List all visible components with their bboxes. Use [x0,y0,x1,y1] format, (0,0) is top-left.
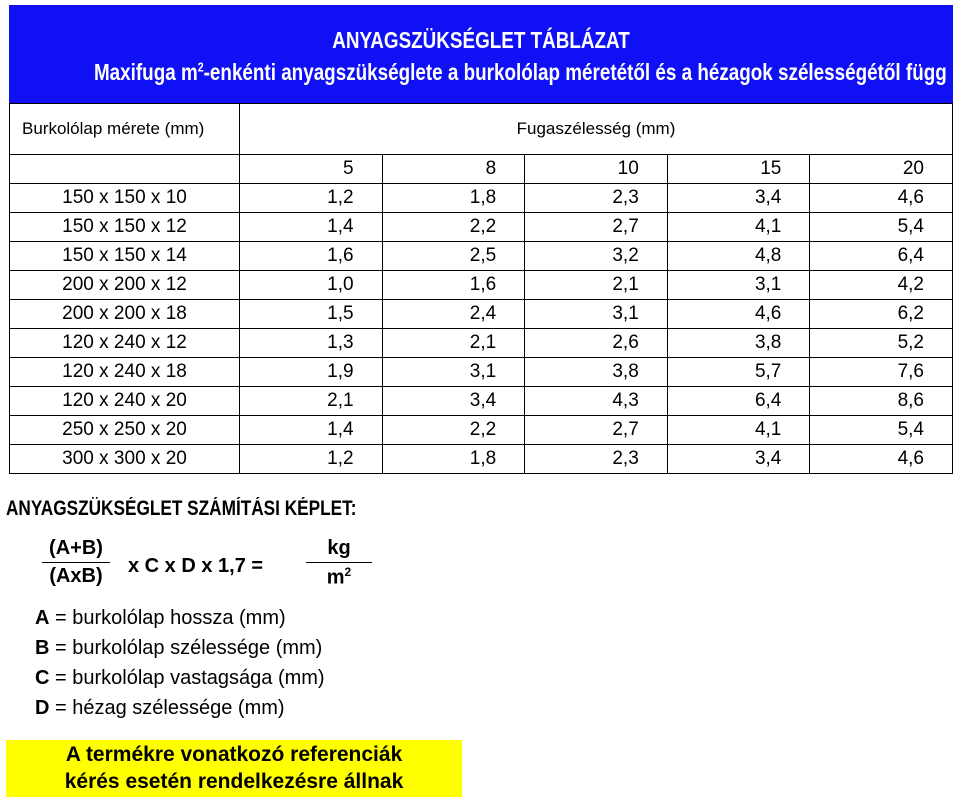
size-column-header: Burkolólap mérete (mm) [10,104,240,155]
consumption-value-cell: 2,4 [382,300,525,329]
formula-denominator: (AxB) [49,565,103,587]
consumption-value-cell: 1,4 [240,416,383,445]
consumption-value-cell: 2,3 [525,445,668,474]
table-row [10,242,953,271]
consumption-value-cell: 3,4 [667,445,810,474]
consumption-value-cell: 2,1 [240,387,383,416]
notice-line: A termékre vonatkozó referenciák [65,743,403,766]
consumption-value-cell: 4,6 [667,300,810,329]
consumption-value-cell: 4,6 [810,445,953,474]
consumption-value-cell: 4,2 [810,271,953,300]
consumption-value-cell: 1,0 [240,271,383,300]
tile-size-cell: 250 x 250 x 20 [10,416,240,445]
consumption-value-cell: 1,8 [382,445,525,474]
fraction-bar [306,562,372,563]
formula-multiplier: x C x D x 1,7 = [128,555,264,577]
consumption-value-cell: 1,2 [240,445,383,474]
table-row [10,358,953,387]
joint-width-cell: 15 [667,155,810,184]
consumption-value-cell: 3,4 [382,387,525,416]
table-row [10,184,953,213]
notice-line: kérés esetén rendelkezésre állnak [64,770,404,793]
tile-size-cell: 150 x 150 x 14 [10,242,240,271]
consumption-value-cell: 1,4 [240,213,383,242]
consumption-value-cell: 1,3 [240,329,383,358]
consumption-value-cell: 1,5 [240,300,383,329]
consumption-value-cell: 3,4 [667,184,810,213]
consumption-value-cell: 6,2 [810,300,953,329]
formula-title: ANYAGSZÜKSÉGLET SZÁMÍTÁSI KÉPLET: [6,497,357,520]
legend-item: B = burkolólap szélessége (mm) [35,637,323,659]
consumption-value-cell: 1,6 [382,271,525,300]
consumption-value-cell: 1,8 [382,184,525,213]
table-row [10,329,953,358]
tile-size-cell: 120 x 240 x 18 [10,358,240,387]
legend-item: A = burkolólap hossza (mm) [35,607,286,629]
table-header-row [10,104,953,155]
tile-size-cell: 200 x 200 x 12 [10,271,240,300]
consumption-value-cell: 2,7 [525,213,668,242]
consumption-value-cell: 2,3 [525,184,668,213]
consumption-value-cell: 2,7 [525,416,668,445]
table-row [10,416,953,445]
consumption-value-cell: 2,1 [525,271,668,300]
legend-item: C = burkolólap vastagsága (mm) [35,667,325,689]
consumption-value-cell: 3,8 [667,329,810,358]
reference-notice [6,740,462,797]
title-banner [9,5,953,103]
consumption-value-cell: 3,1 [382,358,525,387]
joint-width-cell: 20 [810,155,953,184]
consumption-value-cell: 5,7 [667,358,810,387]
consumption-value-cell: 2,6 [525,329,668,358]
consumption-value-cell: 1,2 [240,184,383,213]
tile-size-cell: 120 x 240 x 20 [10,387,240,416]
consumption-value-cell: 4,6 [810,184,953,213]
formula-legend [35,603,325,723]
consumption-value-cell: 2,2 [382,213,525,242]
consumption-value-cell: 1,9 [240,358,383,387]
consumption-value-cell: 8,6 [810,387,953,416]
tile-size-cell: 150 x 150 x 12 [10,213,240,242]
unit-denominator: $m^2$ [326,565,352,589]
formula-numerator: (A+B) [49,537,103,559]
consumption-value-cell: 4,1 [667,416,810,445]
consumption-value-cell: 3,2 [525,242,668,271]
formula-fraction [42,537,110,588]
consumption-value-cell: 2,5 [382,242,525,271]
consumption-table [9,103,953,474]
page-subtitle: Maxifuga $m^2$-enkénti anyagszükséglete a burkolólap méretétől és a hézagok szélességétől függ [93,59,947,85]
table-row [10,271,953,300]
joint-width-cell: 5 [240,155,383,184]
joint-width-cell: 10 [525,155,668,184]
joint-width-cell: 8 [382,155,525,184]
tile-size-cell: 120 x 240 x 12 [10,329,240,358]
consumption-value-cell: 3,1 [525,300,668,329]
consumption-value-cell: 1,6 [240,242,383,271]
joint-width-header: Fugaszélesség (mm) [240,104,953,155]
table-row [10,300,953,329]
tile-size-cell: 200 x 200 x 18 [10,300,240,329]
consumption-value-cell: 5,4 [810,416,953,445]
unit-numerator: kg [327,537,351,559]
consumption-value-cell: 6,4 [810,242,953,271]
consumption-value-cell: 3,1 [667,271,810,300]
consumption-value-cell: 4,8 [667,242,810,271]
page-title: ANYAGSZÜKSÉGLET TÁBLÁZAT [332,27,630,53]
joint-widths-row [10,155,953,184]
consumption-value-cell: 5,2 [810,329,953,358]
consumption-value-cell: 4,3 [525,387,668,416]
fraction-bar [42,562,110,563]
consumption-value-cell: 4,1 [667,213,810,242]
formula-unit [306,537,372,590]
empty-cell [10,155,240,184]
consumption-value-cell: 6,4 [667,387,810,416]
consumption-value-cell: 5,4 [810,213,953,242]
table-row [10,213,953,242]
consumption-value-cell: 2,1 [382,329,525,358]
consumption-value-cell: 7,6 [810,358,953,387]
table-row [10,387,953,416]
tile-size-cell: 300 x 300 x 20 [10,445,240,474]
consumption-value-cell: 2,2 [382,416,525,445]
tile-size-cell: 150 x 150 x 10 [10,184,240,213]
consumption-value-cell: 3,8 [525,358,668,387]
table-row [10,445,953,474]
legend-item: D = hézag szélessége (mm) [35,697,285,719]
